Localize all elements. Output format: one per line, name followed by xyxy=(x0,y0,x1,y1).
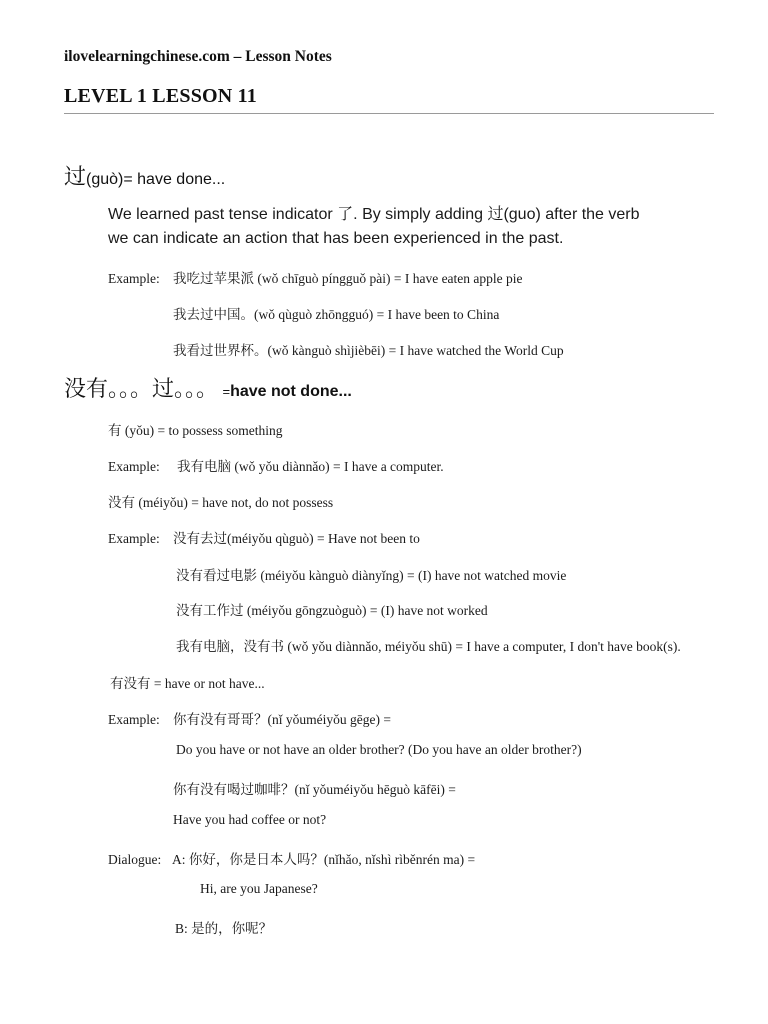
heading-hanzi: 没有。。。过。。。 xyxy=(64,376,219,401)
example-text: 我看过世界杯。(wǒ kànguò shìjièbēi) = I have watched the World Cup xyxy=(173,343,564,358)
example-label: Example: xyxy=(108,712,160,727)
intro-line: We learned past tense indicator 了. By simply adding 过(guo) after the verb xyxy=(108,206,640,223)
example-text: 你有没有喝过咖啡？(nǐ yǒuméiyǒu hēguò kāfēi) = xyxy=(173,782,456,797)
heading-text: (guò)= have done... xyxy=(86,171,226,188)
example-row xyxy=(108,708,391,728)
lesson-title: LEVEL 1 LESSON 11 xyxy=(64,85,257,107)
definition-meiyou: 没有 (méiyǒu) = have not, do not possess xyxy=(108,495,334,510)
example-text: 你有没有哥哥？(nǐ yǒuméiyǒu gēge) = xyxy=(173,712,391,727)
dialogue-row xyxy=(108,848,475,868)
heading-equals: = xyxy=(222,384,231,399)
example-text: 我去过中国。(wǒ qùguò zhōngguó) = I have been to China xyxy=(173,307,500,322)
example-text: 我有电脑 (wǒ yǒu diànnǎo) = I have a computer. xyxy=(177,459,444,474)
site-header: ilovelearningchinese.com – Lesson Notes xyxy=(64,48,332,65)
example-text: 我有电脑，没有书 (wǒ yǒu diànnǎo, méiyǒu shū) = I have a computer, I don't have book(s). xyxy=(176,639,681,654)
definition-you: 有 (yǒu) = to possess something xyxy=(108,423,283,438)
section-heading-meiyou-guo xyxy=(64,372,352,403)
dialogue-line-b: B: 是的，你呢？ xyxy=(175,921,273,936)
dialogue-label: Dialogue: xyxy=(108,852,162,867)
intro-line: we can indicate an action that has been experienced in the past. xyxy=(108,230,564,247)
dialogue-translation: Hi, are you Japanese? xyxy=(200,881,318,896)
example-row xyxy=(108,267,523,287)
dialogue-line-a: A: 你好，你是日本人吗？(nǐhǎo, nǐshì rìběnrén ma) = xyxy=(172,852,476,867)
example-row xyxy=(108,455,444,475)
heading-hanzi: 过 xyxy=(64,164,87,189)
example-text: 没有去过(méiyǒu qùguò) = Have not been to xyxy=(173,531,420,546)
example-label: Example: xyxy=(108,531,160,546)
definition-youmeiyou: 有没有 = have or not have... xyxy=(110,676,265,691)
example-text: 我吃过苹果派 (wǒ chīguò píngguǒ pài) = I have eaten apple pie xyxy=(173,271,523,286)
intro-paragraph xyxy=(108,203,640,251)
example-translation: Have you had coffee or not? xyxy=(173,812,327,827)
heading-text: have not done... xyxy=(230,383,352,400)
header-divider xyxy=(64,113,714,114)
example-row xyxy=(108,527,420,547)
example-text: 没有看过电影 (méiyǒu kànguò diànyǐng) = (I) have not watched movie xyxy=(176,568,567,583)
example-label: Example: xyxy=(108,459,160,474)
section-heading-guo xyxy=(64,160,225,191)
example-text: 没有工作过 (méiyǒu gōngzuòguò) = (I) have not worked xyxy=(176,603,488,618)
example-translation: Do you have or not have an older brother? (Do you have an older brother?) xyxy=(176,742,582,757)
example-label: Example: xyxy=(108,271,160,286)
